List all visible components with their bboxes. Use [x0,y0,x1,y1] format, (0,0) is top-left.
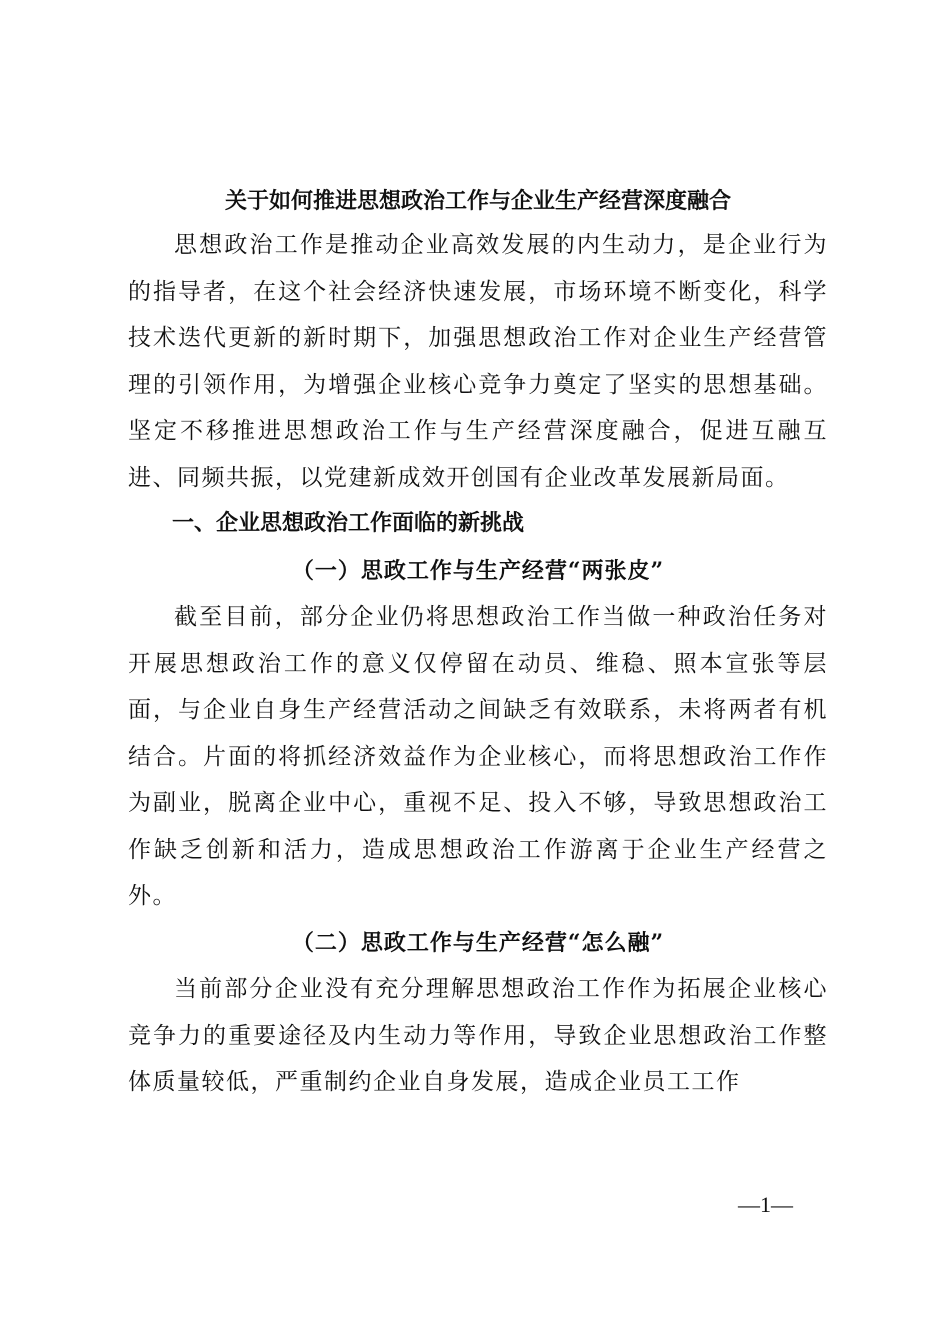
document-title: 关于如何推进思想政治工作与企业生产经营深度融合 [224,189,731,214]
subsection-2-paragraph: 当前部分企业没有充分理解思想政治工作作为拓展企业核心竞争力的重要途径及内生动力等作用，导致企业思想政治工作整体质量较低，严重制约企业自身发展，造成企业员工工作 [128,976,828,1095]
page-number: —1— [738,1192,793,1217]
section-heading-1: 一、企业思想政治工作面临的新挑战 [172,511,525,536]
document-body [128,222,828,1106]
intro-paragraph: 思想政治工作是推动企业高效发展的内生动力，是企业行为的指导者，在这个社会经济快速发展，市场环境不断变化，科学技术迭代更新的新时期下，加强思想政治工作对企业生产经营管理的引领作用，为增强企业核心竞争力奠定了坚实的思想基础。坚定不移推进思想政治工作与生产经营深度融合，促进互融互进、同频共振，以党建新成效开创国有企业改革发展新局面。 [128,232,828,491]
subsection-heading-2: （二）思政工作与生产经营“怎么融” [291,929,665,956]
subsection-1-paragraph: 截至目前，部分企业仍将思想政治工作当做一种政治任务对开展思想政治工作的意义仅停留在动员、维稳、照本宣张等层面，与企业自身生产经营活动之间缺乏有效联系，未将两者有机结合。片面的将抓经济效益作为企业核心，而将思想政治工作作为副业，脱离企业中心，重视不足、投入不够，导致思想政治工作缺乏创新和活力，造成思想政治工作游离于企业生产经营之外。 [128,604,828,909]
subsection-heading-1: （一）思政工作与生产经营“两张皮” [291,557,665,584]
